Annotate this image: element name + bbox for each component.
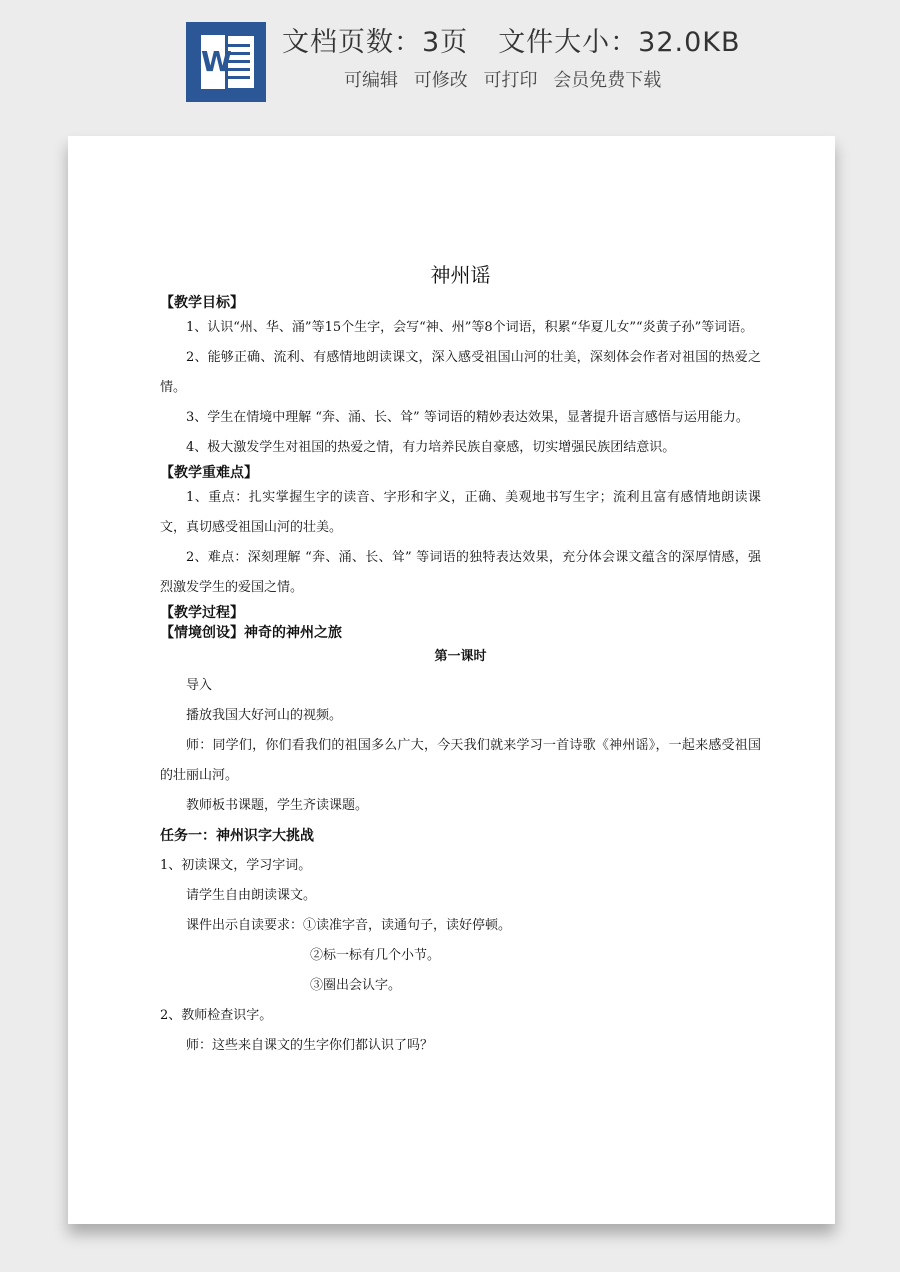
feature-editable: 可编辑 [344, 70, 398, 91]
document-page [68, 136, 835, 1224]
process-heading: 【教学过程】 [160, 605, 244, 621]
document-title: 神州谣 [430, 263, 491, 287]
keypoints-heading: 【教学重难点】 [160, 465, 258, 481]
goal-item: 1、认识“州、华、涌”等15个生字，会写“神、州”等8个词语，积累“华夏儿女”“炎黄子孙”等词语。 [186, 320, 754, 335]
goal-item: 4、极大激发学生对祖国的热爱之情，有力培养民族自豪感，切实增强民族团结意识。 [186, 440, 676, 455]
page-count-label: 文档页数：3页 [282, 27, 469, 58]
step-heading: 1、初读课文，学习字词。 [160, 858, 312, 873]
feature-modifiable: 可修改 [413, 70, 468, 91]
lesson-title: 第一课时 [434, 649, 487, 664]
feature-list [344, 66, 671, 92]
requirement-item: ②标一标有几个小节。 [310, 948, 441, 963]
goals-heading: 【教学目标】 [160, 295, 244, 311]
goal-item: 3、学生在情境中理解 “奔、涌、长、耸” 等词语的精妙表达效果，显著提升语言感悟与运用能力。 [186, 410, 749, 425]
intro-line: 播放我国大好河山的视频。 [186, 708, 343, 723]
intro-line: 导入 [186, 678, 213, 693]
keypoint-item: 1、重点：扎实掌握生字的读音、字形和字义，正确、美观地书写生字；流利且富有感情地朗读课文，真切感受祖国山河的壮美。 [160, 490, 761, 535]
goal-item: 2、能够正确、流利、有感情地朗读课文，深入感受祖国山河的壮美，深刻体会作者对祖国的热爱之情。 [160, 350, 761, 395]
step-line: 师：这些来自课文的生字你们都认识了吗？ [186, 1038, 434, 1053]
word-document-icon [186, 22, 266, 102]
feature-member-download: 会员免费下载 [553, 70, 662, 91]
intro-line: 师：同学们，你们看我们的祖国多么广大，今天我们就来学习一首诗歌《神州谣》，一起来感受祖国的壮丽山河。 [160, 738, 761, 783]
feature-printable: 可打印 [483, 70, 538, 91]
file-info [282, 20, 741, 59]
intro-line: 教师板书课题，学生齐读课题。 [186, 798, 369, 813]
requirement-item: ③圈出会认字。 [310, 978, 402, 993]
word-letter: W [198, 32, 228, 92]
file-size-label: 文件大小：32.0KB [498, 27, 741, 58]
step-line: 请学生自由朗读课文。 [186, 888, 317, 903]
scenario-heading: 【情境创设】神奇的神州之旅 [160, 625, 342, 641]
document-content [160, 263, 761, 1061]
keypoint-item: 2、难点：深刻理解 “奔、涌、长、耸” 等词语的独特表达效果，充分体会课文蕴含的深厚情感，强烈激发学生的爱国之情。 [160, 550, 761, 595]
requirements-line: 课件出示自读要求：①读准字音，读通句子，读好停顿。 [186, 918, 512, 933]
task-heading: 任务一：神州识字大挑战 [160, 828, 314, 844]
step-heading: 2、教师检查识字。 [160, 1008, 273, 1023]
